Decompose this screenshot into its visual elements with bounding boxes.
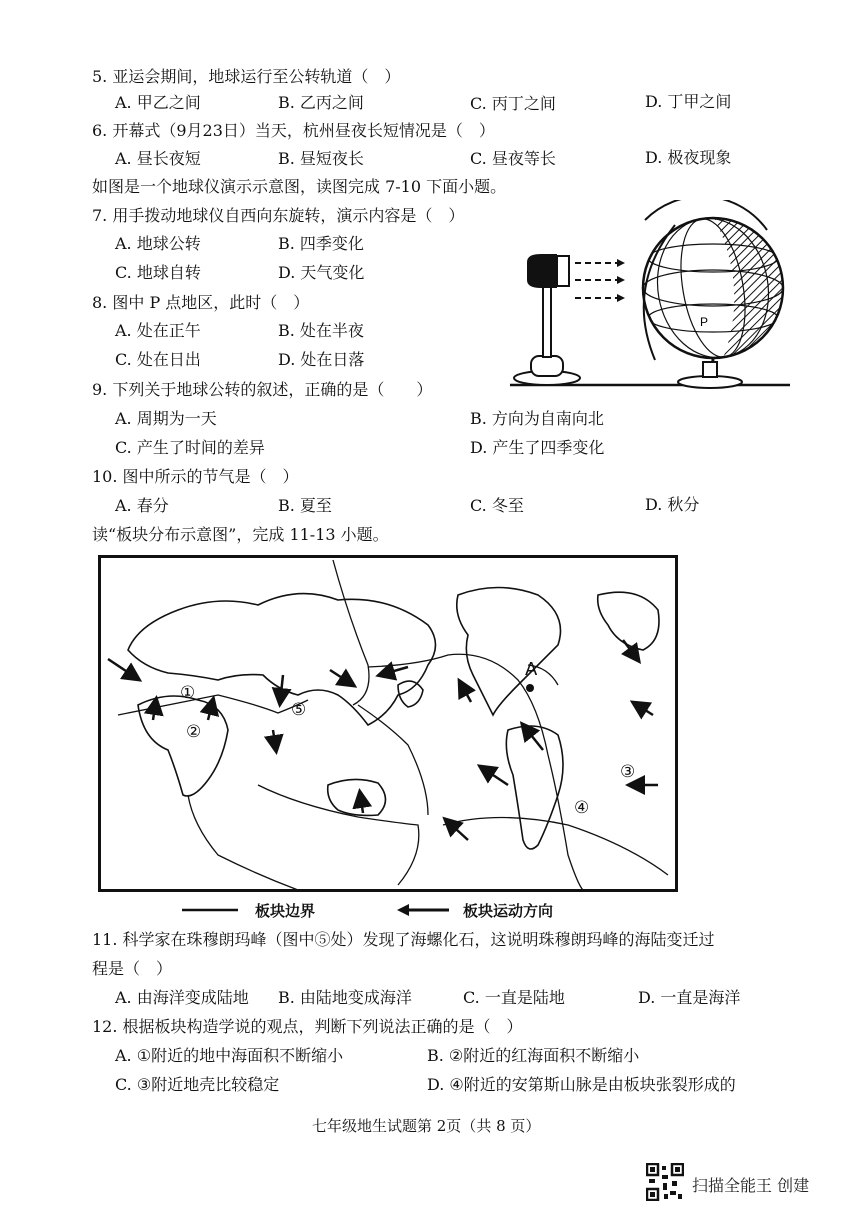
- q6-option-b: B. 昼短夜长: [278, 149, 364, 168]
- q10-option-a: A. 春分: [115, 496, 169, 515]
- q12-option-c: C. ③附近地壳比较稳定: [115, 1075, 280, 1094]
- q12-option-b: B. ②附近的红海面积不断缩小: [427, 1046, 640, 1065]
- q12-option-a: A. ①附近的地中海面积不断缩小: [115, 1046, 344, 1065]
- q5-stem: 5. 亚运会期间，地球运行至公转轨道（ ）: [92, 67, 401, 86]
- q8-option-d: D. 处在日落: [278, 350, 365, 369]
- legend-motion-label: 板块运动方向: [463, 902, 554, 920]
- q10-option-b: B. 夏至: [278, 496, 332, 515]
- q6-option-c: C. 昼夜等长: [470, 149, 556, 168]
- legend-motion-icon: [395, 902, 451, 918]
- q11-option-a: A. 由海洋变成陆地: [115, 988, 249, 1007]
- q10-option-d: D. 秋分: [645, 495, 700, 514]
- q10-stem: 10. 图中所示的节气是（ ）: [92, 467, 299, 486]
- plate-map-figure: [98, 555, 678, 892]
- q5-option-d: D. 丁甲之间: [645, 92, 732, 111]
- light-rays: [575, 263, 617, 298]
- q8-option-b: B. 处在半夜: [278, 321, 364, 340]
- light-source-icon: [514, 254, 580, 385]
- marker-4: ④: [574, 798, 590, 818]
- marker-1: ①: [180, 683, 196, 703]
- q8-option-c: C. 处在日出: [115, 350, 201, 369]
- q5-option-a: A. 甲乙之间: [115, 93, 201, 112]
- q8-option-a: A. 处在正午: [115, 321, 201, 340]
- q7-stem: 7. 用手拨动地球仪自西向东旋转，演示内容是（ ）: [92, 206, 465, 225]
- point-a-dot: [526, 684, 534, 692]
- point-p-label: P: [700, 315, 709, 329]
- q5-option-c: C. 丙丁之间: [470, 94, 556, 113]
- intro-11-13: 读“板块分布示意图”，完成 11-13 小题。: [92, 525, 389, 544]
- q9-stem: 9. 下列关于地球公转的叙述，正确的是（ ）: [92, 380, 433, 399]
- globe-icon: [643, 200, 795, 388]
- qr-code-icon: [646, 1163, 684, 1201]
- q12-option-d: D. ④附近的安第斯山脉是由板块张裂形成的: [427, 1075, 736, 1094]
- q7-option-c: C. 地球自转: [115, 263, 201, 282]
- globe-demo-figure: [505, 200, 795, 395]
- q11-option-b: B. 由陆地变成海洋: [278, 988, 412, 1007]
- q11-option-c: C. 一直是陆地: [463, 988, 565, 1007]
- q7-option-d: D. 天气变化: [278, 263, 365, 282]
- q12-stem: 12. 根据板块构造学说的观点，判断下列说法正确的是（ ）: [92, 1017, 523, 1036]
- intro-7-10: 如图是一个地球仪演示示意图，读图完成 7-10 下面小题。: [92, 177, 507, 196]
- q11-stem-line1: 11. 科学家在珠穆朗玛峰（图中⑤处）发现了海螺化石，这说明珠穆朗玛峰的海陆变迁过: [92, 930, 715, 949]
- q6-option-d: D. 极夜现象: [645, 148, 732, 167]
- q9-option-d: D. 产生了四季变化: [470, 438, 605, 457]
- legend-boundary-label: 板块边界: [255, 902, 316, 920]
- q8-stem: 8. 图中 P 点地区，此时（ ）: [92, 293, 310, 312]
- q10-option-c: C. 冬至: [470, 496, 524, 515]
- q9-option-c: C. 产生了时间的差异: [115, 438, 265, 457]
- q9-option-b: B. 方向为自南向北: [470, 409, 604, 428]
- page-footer: 七年级地生试题第 2页（共 8 页）: [312, 1117, 541, 1135]
- marker-3: ③: [620, 762, 636, 782]
- q11-option-d: D. 一直是海洋: [638, 988, 741, 1007]
- q6-stem: 6. 开幕式（9月23日）当天，杭州昼夜长短情况是（ ）: [92, 121, 495, 140]
- marker-2: ②: [186, 722, 202, 742]
- marker-5: ⑤: [291, 700, 307, 720]
- q9-option-a: A. 周期为一天: [115, 409, 217, 428]
- watermark-text: 扫描全能王 创建: [692, 1176, 810, 1195]
- q5-option-b: B. 乙丙之间: [278, 93, 364, 112]
- q11-stem-line2: 程是（ ）: [92, 959, 173, 978]
- q7-option-a: A. 地球公转: [115, 234, 201, 253]
- point-a-label: A: [525, 659, 538, 680]
- q7-option-b: B. 四季变化: [278, 234, 364, 253]
- q6-option-a: A. 昼长夜短: [115, 149, 201, 168]
- legend-boundary-icon: [180, 902, 240, 918]
